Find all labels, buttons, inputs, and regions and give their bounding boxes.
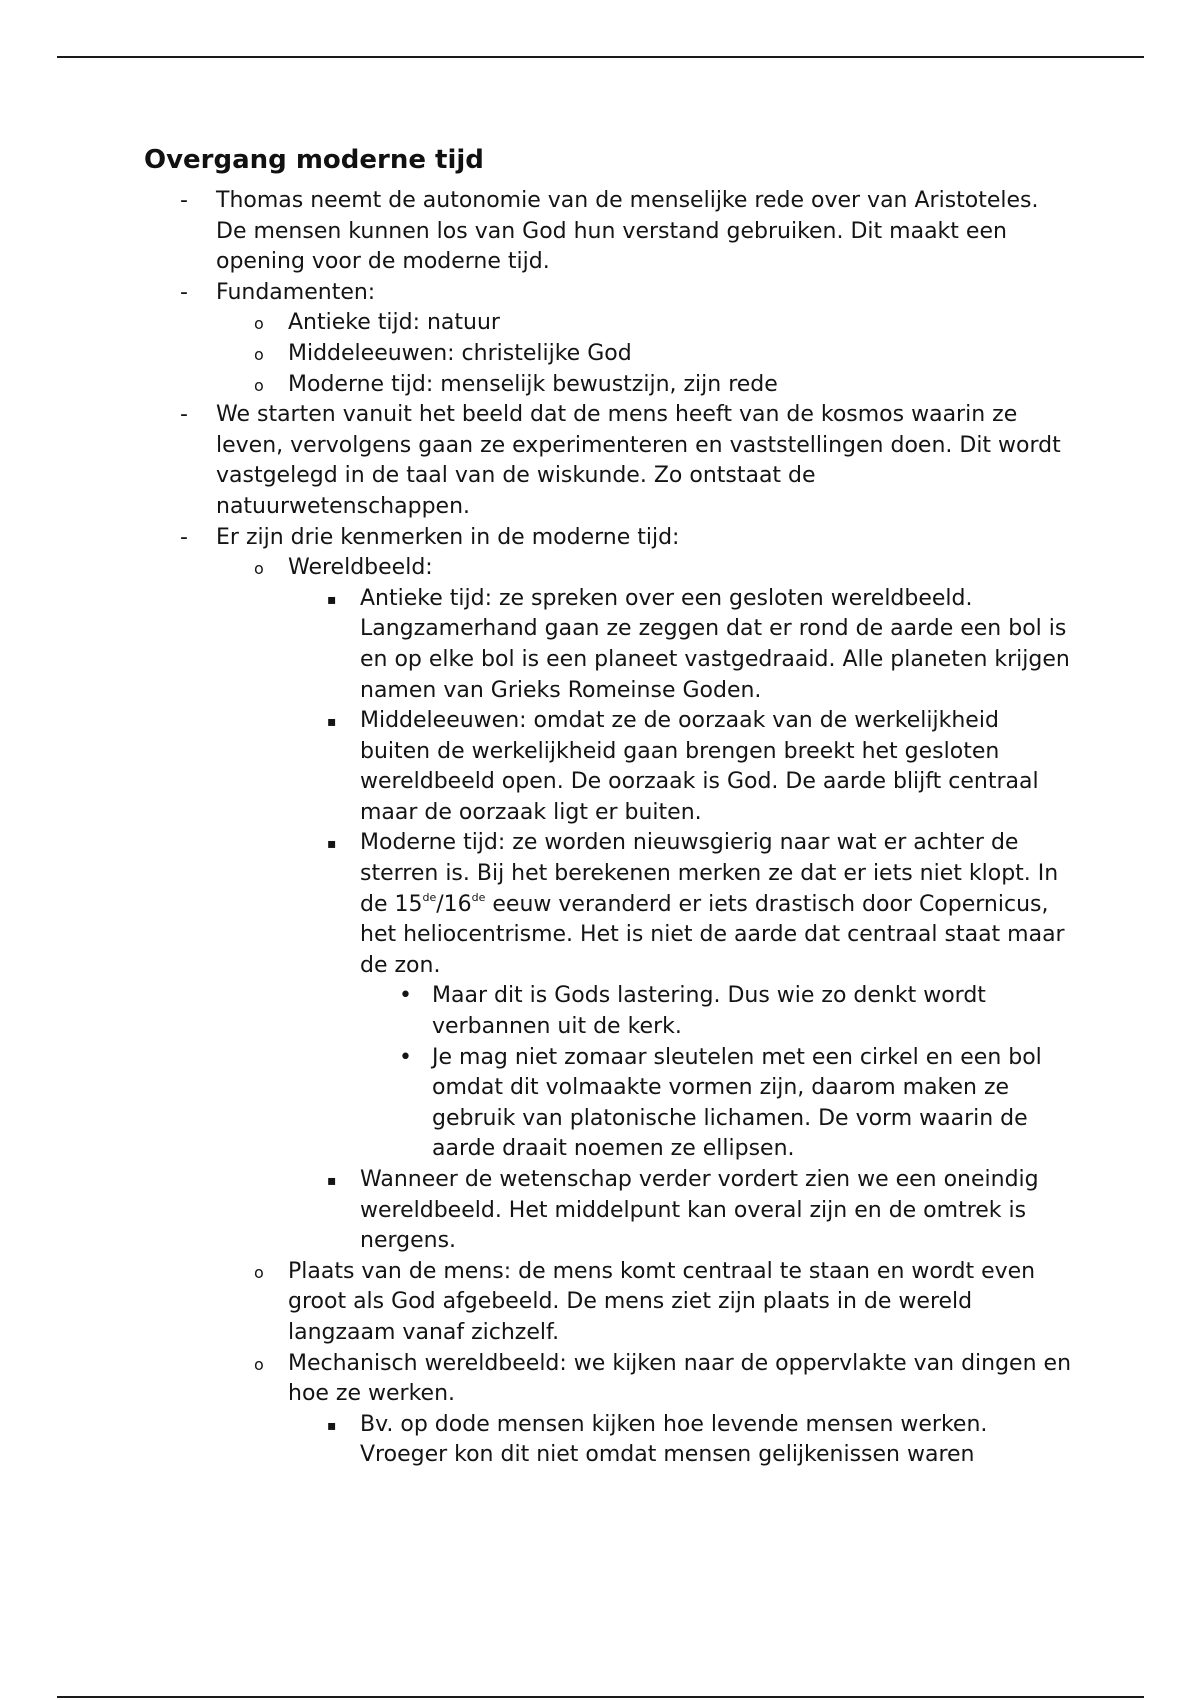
list-item-text: Maar dit is Gods lastering. Dus wie zo denkt wordt verbannen uit de kerk. [432, 983, 986, 1040]
dash-bullet: - [180, 524, 188, 550]
list-item-lastering [144, 981, 1074, 1042]
circle-bullet: o [254, 1262, 264, 1282]
list-item-kosmos [144, 400, 1074, 522]
dash-bullet: - [180, 402, 188, 428]
list-item-text: Antieke tijd: ze spreken over een gesloten wereldbeeld. Langzamerhand gaan ze zeggen dat er rond de aarde een bol is en op elke bol is een planeet vastgedraaid. Alle planeten krijgen namen van Grieks Romeinse Goden. [360, 585, 1070, 703]
list-item-text: Mechanisch wereldbeeld: we kijken naar de oppervlakte van dingen en hoe ze werken. [288, 1350, 1072, 1407]
circle-bullet: o [254, 314, 264, 334]
list-item-text: Antieke tijd: natuur [288, 310, 500, 336]
square-bullet: ▪ [327, 836, 337, 853]
document-body [144, 138, 1074, 1471]
superscript: de [422, 890, 437, 904]
list-item-text: Thomas neemt de autonomie van de menselijke rede over van Aristoteles. De mensen kunnen los van God hun verstand gebruiken. Dit maakt een opening voor de moderne tijd. [216, 188, 1039, 275]
list-item-text: Middeleeuwen: omdat ze de oorzaak van de werkelijkheid buiten de werkelijkheid gaan brengen breekt het gesloten wereldbeeld open. De oorzaak is God. De aarde blijft centraal maar de oorzaak ligt er buiten. [360, 708, 1039, 825]
text-segment: /16 [436, 891, 472, 917]
list-item-text: Wanneer de wetenschap verder vordert zien we een oneindig wereldbeeld. Het middelpunt kan overal zijn en de omtrek is nergens. [360, 1167, 1039, 1254]
list-item-text: Je mag niet zomaar sleutelen met een cirkel en een bol omdat dit volmaakte vormen zijn, daarom maken ze gebruik van platonische lichamen. De vorm waarin de aarde draait noemen ze ellipsen. [432, 1044, 1042, 1162]
list-item-text: Wereldbeeld: [288, 555, 433, 581]
header-rule [57, 56, 1144, 58]
square-bullet: ▪ [327, 1417, 337, 1434]
page-title: Overgang moderne tijd [144, 145, 484, 175]
list-item-kenmerken [144, 523, 1074, 554]
list-item-dode-mensen [144, 1410, 1074, 1471]
list-item-text: Moderne tijd: menselijk bewustzijn, zijn rede [288, 371, 778, 397]
list-item-text: Bv. op dode mensen kijken hoe levende mensen werken. Vroeger kon dit niet omdat mensen gelijkenissen waren [360, 1411, 988, 1468]
list-item-plaats [144, 1257, 1074, 1349]
list-item-wb-middel [144, 706, 1074, 828]
superscript: de [471, 890, 486, 904]
square-bullet: ▪ [327, 591, 337, 608]
circle-bullet: o [254, 559, 264, 579]
list-item-thomas [144, 186, 1074, 278]
list-item-text: Er zijn drie kenmerken in de moderne tijd: [216, 524, 680, 550]
list-item-fund-antiek [144, 308, 1074, 339]
list-item-text [360, 830, 1065, 977]
list-item-mechanisch [144, 1349, 1074, 1410]
footer-rule [57, 1696, 1144, 1698]
list-item-fundamenten [144, 278, 1074, 309]
list-item-wb-antiek [144, 584, 1074, 706]
circle-bullet: o [254, 1354, 264, 1374]
dot-bullet: • [399, 1044, 412, 1070]
square-bullet: ▪ [327, 1173, 337, 1189]
circle-bullet: o [254, 375, 264, 395]
dash-bullet: - [180, 279, 188, 305]
list-item-fund-middel [144, 339, 1074, 370]
list-item-text: We starten vanuit het beeld dat de mens heeft van de kosmos waarin ze leven, vervolgens gaan ze experimenteren en vaststellingen doen. Dit wordt vastgelegd in de taal van de wiskunde. Zo ontstaat de natuurwetenschappen. [216, 402, 1061, 519]
list-item-text: Plaats van de mens: de mens komt centraal te staan en wordt even groot als God afgebeeld. De mens ziet zijn plaats in de wereld langzaam vanaf zichzelf. [288, 1258, 1036, 1345]
list-item-oneindig [144, 1165, 1074, 1257]
dot-bullet: • [399, 983, 412, 1009]
dash-bullet: - [180, 188, 188, 213]
circle-bullet: o [254, 344, 264, 364]
list-item-wb-modern [144, 828, 1074, 981]
square-bullet: ▪ [327, 714, 337, 731]
list-item-cirkel [144, 1043, 1074, 1165]
list-item-text: Fundamenten: [216, 279, 376, 305]
text-segment: Moderne tijd: ze worden nieuwsgierig naar wat er achter de sterren is. Bij het berekenen merken ze dat er iets niet klopt. In de 15 [360, 830, 1059, 917]
list-item-wereldbeeld [144, 553, 1074, 584]
list-item-text: Middeleeuwen: christelijke God [288, 340, 632, 366]
text-segment: eeuw veranderd er iets drastisch door Copernicus, het heliocentrisme. Het is niet de aarde dat centraal staat maar de zon. [360, 891, 1065, 978]
list-item-fund-modern [144, 370, 1074, 401]
